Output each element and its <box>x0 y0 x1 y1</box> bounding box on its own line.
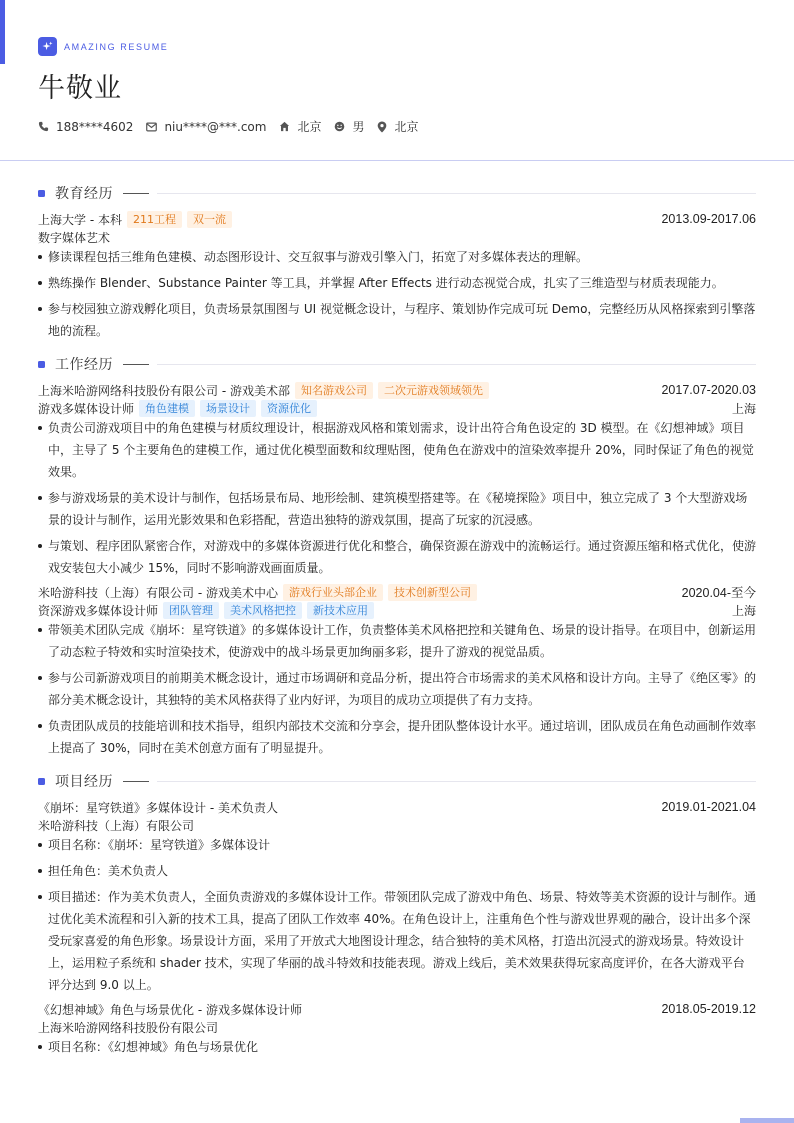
header-divider <box>0 160 794 161</box>
job-date: 2017.07-2020.03 <box>661 383 756 397</box>
company-name: 米哈游科技（上海）有限公司 - 游戏美术中心 <box>38 585 278 600</box>
school-tag: 211工程 <box>127 211 182 228</box>
skill-tag: 团队管理 <box>163 602 219 619</box>
project-header <box>38 798 756 816</box>
brand-text: AMAZING RESUME <box>64 41 169 52</box>
phone-number: 188****4602 <box>56 119 134 134</box>
section-heading <box>38 182 756 204</box>
project-name: 《崩坏：星穹铁道》多媒体设计 - 美术负责人 <box>38 800 278 815</box>
list-item: 项目名称：《幻想神域》角色与场景优化 <box>38 1036 756 1058</box>
list-item: 带领美术团队完成《崩坏：星穹铁道》的多媒体设计工作，负责整体美术风格把控和关键角色、场景的设计指导。在项目中，创新运用了动态粒子特效和实时渲染技术，使游戏中的战斗场景更加绚丽多彩，提升了游戏的视觉品质。 <box>38 619 756 663</box>
list-item: 负责团队成员的技能培训和技术指导，组织内部技术交流和分享会，提升团队整体设计水平。通过培训，团队成员在角色动画制作效率上提高了 30%，同时在美术创意方面有了明显提升。 <box>38 715 756 759</box>
city: 北京 <box>297 120 322 134</box>
home-icon <box>279 121 290 132</box>
list-item: 参与游戏场景的美术设计与制作，包括场景布局、地形绘制、建筑模型搭建等。在《秘境探险》项目中，独立完成了 3 个大型游戏场景的设计与制作，运用光影效果和色彩搭配，营造出独特的游戏氛围，提高了玩家的沉浸感。 <box>38 487 756 531</box>
divider <box>157 364 756 365</box>
role-row <box>38 601 756 619</box>
job-bullets <box>38 619 756 759</box>
contact-info <box>38 118 756 135</box>
project-org-row <box>38 1018 756 1036</box>
location-pin-icon <box>377 121 387 133</box>
projects-section <box>38 770 756 1058</box>
job-date: 2020.04-至今 <box>681 586 756 600</box>
project-bullets <box>38 1036 756 1058</box>
company-tag: 游戏行业头部企业 <box>283 584 383 601</box>
job-role: 资深游戏多媒体设计师 <box>38 603 159 618</box>
education-section <box>38 182 756 342</box>
list-item: 项目描述：作为美术负责人，全面负责游戏的多媒体设计工作。带领团队完成了游戏中角色、场景、特效等美术资源的设计与制作。通过优化美术流程和引入新的技术工具，提高了团队工作效率 40%。在角色设计上，注重角色个性与游戏世界观的融合，设计出多个深受玩家喜爱的角色形象。场景设计方面，采用了开放式大地图设计理念，结合独特的美术风格，打造出沉浸式的游戏场景。特效设计上，运用粒子系统和 shader 技术，实现了华丽的战斗特效和技能表现。游戏上线后，美术效果获得玩家高度评价，在各大游戏平台评分达到 9.0 以上。 <box>38 886 756 996</box>
gender: 男 <box>352 120 365 134</box>
project-bullets <box>38 834 756 996</box>
smiley-icon <box>334 121 345 132</box>
company-name: 上海米哈游网络科技股份有限公司 - 游戏美术部 <box>38 383 290 398</box>
project-org: 米哈游科技（上海）有限公司 <box>38 818 195 833</box>
sparkle-icon <box>38 37 57 56</box>
education-bullets <box>38 246 756 342</box>
contact-city <box>279 118 321 135</box>
school-tag: 双一流 <box>187 211 232 228</box>
skill-tag: 场景设计 <box>200 400 256 417</box>
resume-body <box>38 182 756 1062</box>
section-title: 项目经历 <box>55 774 113 790</box>
accent-bar <box>0 0 5 64</box>
location: 北京 <box>394 120 419 134</box>
company-tag: 技术创新型公司 <box>388 584 477 601</box>
candidate-name: 牛敬业 <box>38 73 122 104</box>
skill-tag: 新技术应用 <box>307 602 374 619</box>
section-title: 教育经历 <box>55 186 113 202</box>
company-tag: 二次元游戏领域领先 <box>378 382 489 399</box>
project-header <box>38 1000 756 1018</box>
contact-email <box>146 120 266 134</box>
project-date: 2019.01-2021.04 <box>661 800 756 814</box>
divider <box>157 781 756 782</box>
contact-phone <box>38 120 133 134</box>
section-title: 工作经历 <box>55 357 113 373</box>
accent-bar <box>740 1118 794 1123</box>
section-heading <box>38 770 756 792</box>
job-header <box>38 381 756 399</box>
list-item: 负责公司游戏项目中的角色建模与材质纹理设计，根据游戏风格和策划需求，设计出符合角色设定的 3D 模型。在《幻想神域》项目中，主导了 5 个主要角色的建模工作，通过优化模型面数和纹理贴图，使角色在游戏中的渲染效率提升 20%，同时保证了角色的视觉效果。 <box>38 417 756 483</box>
education-header <box>38 210 756 228</box>
job-city: 上海 <box>731 603 756 618</box>
resume-header <box>38 37 756 135</box>
contact-gender <box>334 118 364 135</box>
skill-tag: 角色建模 <box>139 400 195 417</box>
work-section <box>38 353 756 759</box>
list-item: 参与公司新游戏项目的前期美术概念设计，通过市场调研和竞品分析，提出符合市场需求的美术风格和设计方向。主导了《绝区零》的部分美术概念设计，其独特的美术风格获得了业内好评，为项目的成功立项提供了有力支持。 <box>38 667 756 711</box>
mail-icon <box>146 122 157 132</box>
divider <box>157 193 756 194</box>
education-date: 2013.09-2017.06 <box>661 212 756 226</box>
job-city: 上海 <box>731 401 756 416</box>
company-tag: 知名游戏公司 <box>295 382 373 399</box>
school-name: 上海大学 - 本科 <box>38 212 122 227</box>
job-bullets <box>38 417 756 579</box>
skill-tag: 美术风格把控 <box>224 602 302 619</box>
major: 数字媒体艺术 <box>38 230 111 245</box>
job-role: 游戏多媒体设计师 <box>38 401 135 416</box>
list-item: 担任角色：美术负责人 <box>38 860 756 882</box>
major-row <box>38 228 756 246</box>
list-item: 参与校园独立游戏孵化项目，负责场景氛围图与 UI 视觉概念设计，与程序、策划协作完成可玩 Demo，完整经历从风格探索到引擎落地的流程。 <box>38 298 756 342</box>
brand <box>38 37 756 56</box>
email-address: niu****@***.com <box>164 119 267 134</box>
list-item: 与策划、程序团队紧密合作，对游戏中的多媒体资源进行优化和整合，确保资源在游戏中的流畅运行。通过资源压缩和格式优化，使游戏安装包大小减少 15%，同时不影响游戏画面质量。 <box>38 535 756 579</box>
section-heading <box>38 353 756 375</box>
contact-location <box>377 118 418 135</box>
job-header <box>38 583 756 601</box>
list-item: 项目名称：《崩坏：星穹铁道》多媒体设计 <box>38 834 756 856</box>
project-name: 《幻想神域》角色与场景优化 - 游戏多媒体设计师 <box>38 1002 302 1017</box>
role-row <box>38 399 756 417</box>
project-date: 2018.05-2019.12 <box>661 1002 756 1016</box>
list-item: 修读课程包括三维角色建模、动态图形设计、交互叙事与游戏引擎入门，拓宽了对多媒体表达的理解。 <box>38 246 756 268</box>
phone-icon <box>38 121 49 132</box>
project-org-row <box>38 816 756 834</box>
list-item: 熟练操作 Blender、Substance Painter 等工具，并掌握 After Effects 进行动态视觉合成，扎实了三维造型与材质表现能力。 <box>38 272 756 294</box>
skill-tag: 资源优化 <box>261 400 317 417</box>
project-org: 上海米哈游网络科技股份有限公司 <box>38 1020 219 1035</box>
